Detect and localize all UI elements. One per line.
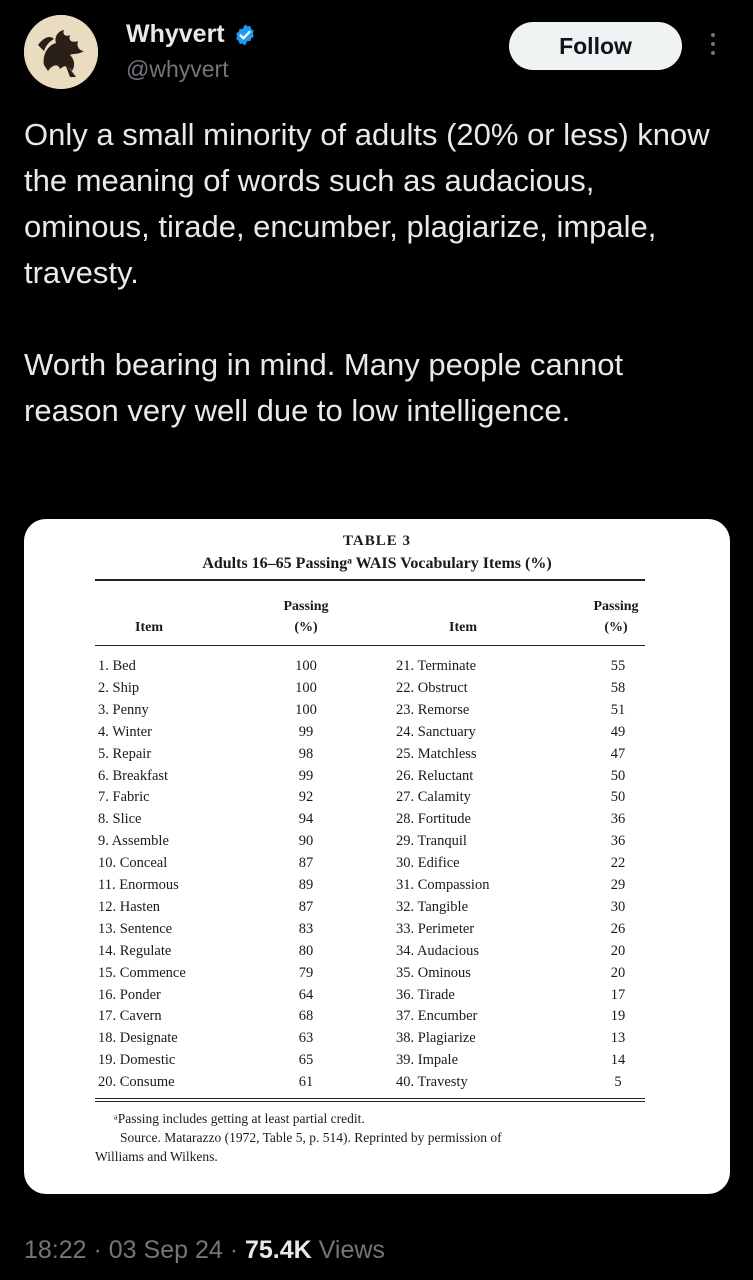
table-percent-left: 100 <box>295 701 317 718</box>
header-percent-left: (%) <box>294 620 318 635</box>
rule-top <box>95 579 645 581</box>
table-item-left: 19. Domestic <box>98 1052 176 1069</box>
table-item-right: 29. Tranquil <box>396 833 467 850</box>
avatar[interactable] <box>24 15 98 89</box>
table-percent-right: 36 <box>610 811 626 828</box>
table-item-left: 15. Commence <box>98 964 186 981</box>
table-percent-right: 22 <box>610 855 626 872</box>
tweet-text <box>24 112 724 434</box>
table-percent-left: 94 <box>298 811 314 828</box>
table-item-right: 39. Impale <box>396 1052 459 1069</box>
table-item-right: 25. Matchless <box>396 745 477 762</box>
table-item-right: 38. Plagiarize <box>396 1030 476 1047</box>
table-item-right: 36. Tirade <box>396 986 455 1003</box>
table-item-right: 31. Compassion <box>396 877 490 893</box>
table-percent-right: 30 <box>610 898 626 915</box>
rule-bottom <box>95 1098 645 1099</box>
table-item-right: 30. Edifice <box>396 855 460 872</box>
table-title: TABLE 3 <box>343 533 411 549</box>
header-item-right: Item <box>449 620 477 635</box>
views-label: Views <box>318 1236 385 1264</box>
table-item-left: 5. Repair <box>98 745 152 762</box>
tweet-paragraph-2: Worth bearing in mind. Many people cannot reason very well due to low intelligence. <box>24 347 624 428</box>
table-item-right: 34. Audacious <box>396 942 479 959</box>
table-item-right: 32. Tangible <box>396 898 469 915</box>
table-subtitle: Adults 16–65 Passingᵃ WAIS Vocabulary Items (%) <box>202 555 552 572</box>
table-item-right: 37. Encumber <box>396 1008 478 1025</box>
table-percent-right: 55 <box>610 658 626 674</box>
table-item-right: 27. Calamity <box>396 789 471 806</box>
rule-bottom-double <box>95 1101 645 1102</box>
header-passing-right: Passing <box>593 599 639 614</box>
table-percent-left: 61 <box>298 1074 314 1091</box>
table-item-right: 26. Reluctant <box>396 767 474 784</box>
table-item-left: 18. Designate <box>98 1030 178 1047</box>
table-item-right: 28. Fortitude <box>396 811 471 828</box>
header-passing-left: Passing <box>283 599 329 614</box>
table-percent-left: 90 <box>298 833 314 850</box>
tweet-time[interactable]: 18:22 <box>24 1236 87 1264</box>
table-item-left: 1. Bed <box>98 658 136 674</box>
table-item-left: 9. Assemble <box>98 833 169 850</box>
table-percent-left: 68 <box>298 1008 314 1025</box>
table-item-left: 7. Fabric <box>98 789 150 806</box>
table-item-right: 33. Perimeter <box>396 920 475 937</box>
table-percent-right: 50 <box>610 767 626 784</box>
table-item-left: 14. Regulate <box>98 942 172 959</box>
table-percent-right: 13 <box>610 1030 626 1047</box>
table-item-right: 23. Remorse <box>396 701 470 718</box>
table-item-left: 2. Ship <box>98 679 140 696</box>
table-percent-right: 5 <box>614 1074 622 1091</box>
table-percent-right: 58 <box>610 679 626 696</box>
vocabulary-table <box>24 519 730 1194</box>
tweet-date[interactable]: 03 Sep 24 <box>108 1236 223 1264</box>
table-percent-left: 65 <box>298 1052 314 1069</box>
table-item-left: 20. Consume <box>98 1074 175 1091</box>
table-percent-left: 100 <box>295 679 317 696</box>
table-percent-left: 63 <box>298 1030 314 1047</box>
table-percent-right: 50 <box>610 789 626 806</box>
table-item-right: 21. Terminate <box>396 658 477 674</box>
table-percent-right: 19 <box>610 1008 626 1025</box>
table-item-left: 12. Hasten <box>98 898 161 915</box>
table-percent-left: 79 <box>298 964 314 981</box>
table-item-left: 11. Enormous <box>98 877 179 893</box>
attached-image[interactable] <box>24 519 730 1194</box>
table-percent-right: 20 <box>610 964 626 981</box>
table-item-right: 40. Travesty <box>396 1074 468 1091</box>
table-percent-left: 64 <box>298 986 314 1003</box>
footnote-passing: ᵃPassing includes getting at least partial credit. <box>114 1111 365 1126</box>
table-item-left: 10. Conceal <box>98 855 168 872</box>
table-percent-right: 51 <box>610 701 626 718</box>
table-percent-left: 80 <box>298 942 314 959</box>
table-item-left: 3. Penny <box>98 701 149 718</box>
table-percent-left: 87 <box>298 855 314 872</box>
user-handle[interactable]: @whyvert <box>126 56 229 82</box>
header-item-left: Item <box>135 620 163 635</box>
display-name[interactable]: Whyvert <box>126 20 225 48</box>
table-item-right: 22. Obstruct <box>396 679 468 696</box>
table-percent-right: 49 <box>610 723 626 740</box>
table-item-left: 6. Breakfast <box>98 767 169 784</box>
views-count: 75.4K <box>245 1236 312 1264</box>
verified-badge-icon <box>233 23 257 47</box>
tweet-paragraph-1: Only a small minority of adults (20% or less) know the meaning of words such as audacious, ominous, tirade, encumber, plagiarize, impale, travesty. <box>24 117 710 290</box>
footnote-source: Source. Matarazzo (1972, Table 5, p. 514). Reprinted by permission of <box>120 1130 502 1145</box>
tweet-meta: 18:22 · 03 Sep 24 · 75.4K Views <box>24 1236 385 1264</box>
table-percent-right: 20 <box>610 942 626 959</box>
table-item-right: 35. Ominous <box>396 964 471 981</box>
table-item-left: 4. Winter <box>98 723 152 740</box>
table-percent-right: 26 <box>610 920 626 937</box>
dragon-emblem-icon <box>24 15 98 89</box>
table-item-left: 16. Ponder <box>98 986 161 1003</box>
table-percent-right: 17 <box>610 986 626 1003</box>
table-item-left: 13. Sentence <box>98 920 173 937</box>
table-percent-left: 98 <box>298 745 314 762</box>
header-percent-right: (%) <box>604 620 628 635</box>
table-item-right: 24. Sanctuary <box>396 723 476 740</box>
follow-button[interactable]: Follow <box>509 22 682 70</box>
table-percent-right: 29 <box>610 877 626 893</box>
table-percent-left: 87 <box>298 898 314 915</box>
table-percent-left: 99 <box>298 723 314 740</box>
table-percent-left: 83 <box>298 920 314 937</box>
table-percent-left: 100 <box>295 658 317 674</box>
footnote-source-cont: Williams and Wilkens. <box>95 1149 218 1164</box>
table-item-left: 8. Slice <box>98 811 142 828</box>
table-percent-right: 14 <box>610 1052 626 1069</box>
table-percent-right: 36 <box>610 833 626 850</box>
more-options-icon[interactable] <box>700 30 726 64</box>
rule-header <box>95 645 645 646</box>
table-percent-left: 99 <box>298 767 314 784</box>
table-item-left: 17. Cavern <box>98 1008 162 1025</box>
table-percent-left: 92 <box>298 789 314 806</box>
table-percent-right: 47 <box>610 745 626 762</box>
table-percent-left: 89 <box>298 877 314 893</box>
